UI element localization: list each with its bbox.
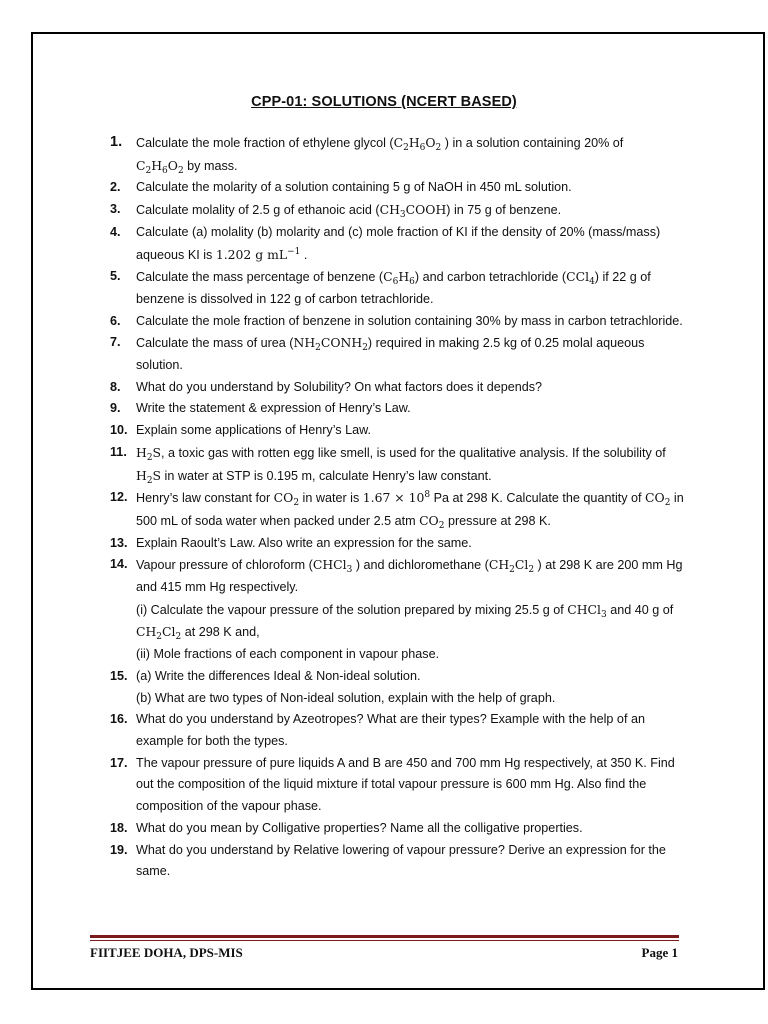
question-7 [110, 332, 684, 376]
question-14 [110, 554, 684, 666]
question-number: 5. [110, 269, 121, 284]
formula: $H_2S$ [136, 467, 162, 486]
formula: CHCl$_3$ [312, 557, 353, 576]
question-text: Calculate the mole fraction of benzene in solution containing 30% by mass in carbon tetrachloride. [136, 313, 683, 328]
question-number: 19. [110, 842, 128, 857]
question-text: ) at 298 K are 200 mm Hg and 415 mm Hg respectively. [136, 558, 683, 595]
question-text: at 298 K and, [181, 625, 260, 640]
question-number: 7. [110, 335, 121, 350]
formula: CCl$_4$ [566, 269, 595, 288]
question-text: Calculate the mass percentage of benzene ( [136, 270, 384, 285]
question-text: . [300, 247, 308, 262]
question-number: 8. [110, 379, 121, 394]
question-text: ) in 75 g of benzene. [446, 203, 562, 218]
question-number: 16. [110, 712, 128, 727]
question-text: in water is [299, 491, 363, 506]
formula: $C_2H_6O_2$ [393, 135, 442, 153]
question-text: in water at STP is 0.195 m, calculate Henry’s law constant. [161, 468, 492, 483]
footer-divider [90, 935, 679, 938]
question-number: 18. [110, 820, 128, 835]
question-19 [110, 840, 684, 883]
question-text: Write the statement & expression of Henry’s Law. [136, 401, 411, 416]
question-text: Calculate the mass of urea ( [136, 336, 294, 351]
question-text: Henry’s law constant for [136, 491, 274, 506]
question-number: 17. [110, 755, 128, 770]
question-number: 10. [110, 423, 128, 438]
question-text: ) and dichloromethane ( [352, 558, 489, 573]
question-number: 13. [110, 535, 128, 550]
formula: $CO_2$ [419, 512, 445, 531]
formula: 1.202 g $mL^{-1}$ [215, 246, 301, 262]
question-text: (ii) Mole fractions of each component in vapour phase. [136, 647, 440, 662]
question-3 [110, 199, 684, 222]
question-text: by mass. [183, 158, 238, 173]
question-text: and 40 g of [606, 602, 674, 617]
question-text: (a) Write the differences Ideal & Non-ideal solution. [136, 668, 421, 683]
formula: $NH_2CONH_2$ [293, 335, 368, 354]
question-6 [110, 311, 684, 333]
question-number: 1. [110, 134, 123, 150]
question-text: Explain Raoult’s Law. Also write an expression for the same. [136, 535, 472, 550]
question-1 [110, 132, 684, 177]
question-text: Calculate (a) molality (b) molarity and (c) mole fraction of KI if the density of 20% (mass/mass) aqueous KI is [136, 224, 661, 262]
question-12 [110, 487, 684, 532]
question-text: Calculate the mole fraction of ethylene glycol ( [136, 136, 394, 150]
question-text: pressure at 298 K. [444, 513, 551, 528]
formula: $CH_2Cl_2$ [488, 557, 535, 576]
page-number: Page 1 [641, 945, 678, 960]
question-text: Calculate molality of 2.5 g of ethanoic acid ( [136, 203, 380, 218]
question-number: 4. [110, 224, 121, 239]
question-10 [110, 420, 684, 442]
question-text: ) in a solution containing 20% of [441, 136, 624, 150]
question-number: 2. [110, 180, 121, 195]
question-text: ) required in making 2.5 kg of 0.25 molal aqueous solution. [136, 336, 645, 373]
question-text: (b) What are two types of Non-ideal solution, explain with the help of graph. [136, 690, 556, 705]
formula: $CH_2Cl_2$ [136, 624, 182, 643]
question-text: (i) Calculate the vapour pressure of the solution prepared by mixing 25.5 g of [136, 602, 568, 617]
question-number: 6. [110, 313, 121, 328]
question-18 [110, 818, 684, 840]
formula: $CO_2$ [645, 490, 671, 509]
question-text: What do you understand by Solubility? On what factors does it depends? [136, 379, 543, 394]
formula: $CO_2$ [273, 490, 300, 509]
formula: $C_2H_6O_2$ [136, 157, 184, 176]
question-16 [110, 709, 684, 752]
question-text: Pa at 298 K. Calculate the quantity of [430, 491, 646, 506]
question-text: What do you understand by Relative lowering of vapour pressure? Derive an expression for the same. [136, 842, 666, 879]
formula: $CH_3COOH$ [379, 202, 447, 221]
formula: $C_6H_6$ [383, 269, 415, 288]
question-number: 12. [110, 490, 128, 505]
question-8 [110, 377, 684, 399]
question-text: What do you understand by Azeotropes? What are their types? Example with the help of an example for both the types. [136, 712, 645, 748]
question-number: 11. [110, 444, 127, 459]
question-4 [110, 222, 684, 266]
question-list [110, 132, 684, 883]
question-text: , a toxic gas with rotten egg like smell, is used for the qualitative analysis. If the solubility of [161, 445, 666, 460]
question-text: ) if 22 g of benzene is dissolved in 122 g of carbon tetrachloride. [136, 270, 651, 306]
question-number: 9. [110, 401, 121, 416]
question-text: Vapour pressure of chloroform ( [136, 558, 313, 573]
page-title: CPP-01: SOLUTIONS (NCERT BASED) [251, 94, 517, 110]
formula: $H_2S$ [136, 444, 162, 463]
question-number: 3. [110, 202, 121, 217]
question-text: Explain some applications of Henry’s Law. [136, 423, 371, 438]
question-5 [110, 266, 684, 310]
question-text: Calculate the molarity of a solution containing 5 g of NaOH in 450 mL solution. [136, 180, 572, 195]
question-text: What do you mean by Colligative properties? Name all the colligative properties. [136, 820, 583, 835]
question-number: 15. [110, 668, 128, 683]
question-2 [110, 177, 684, 199]
formula: CHCl$_3$ [567, 601, 607, 620]
question-text: The vapour pressure of pure liquids A and B are 450 and 700 mm Hg respectively, at 350 K. Find out the composition of the liquid mixture if total vapour pressure is 600 mm Hg. Also find the composition of the vapour phase. [136, 755, 675, 814]
question-17 [110, 753, 684, 818]
footer-institute: FIITJEE DOHA, DPS-MIS [90, 945, 243, 960]
question-11 [110, 442, 684, 487]
formula: $1.67 \times 10^8$ [362, 490, 431, 506]
question-text: in 500 mL of soda water when packed under 2.5 atm [136, 491, 684, 528]
question-9 [110, 398, 684, 420]
question-text: ) and carbon tetrachloride ( [414, 270, 567, 285]
question-13 [110, 533, 684, 555]
question-15 [110, 666, 684, 709]
footer-divider-thin [90, 940, 679, 941]
question-number: 14. [110, 557, 128, 572]
